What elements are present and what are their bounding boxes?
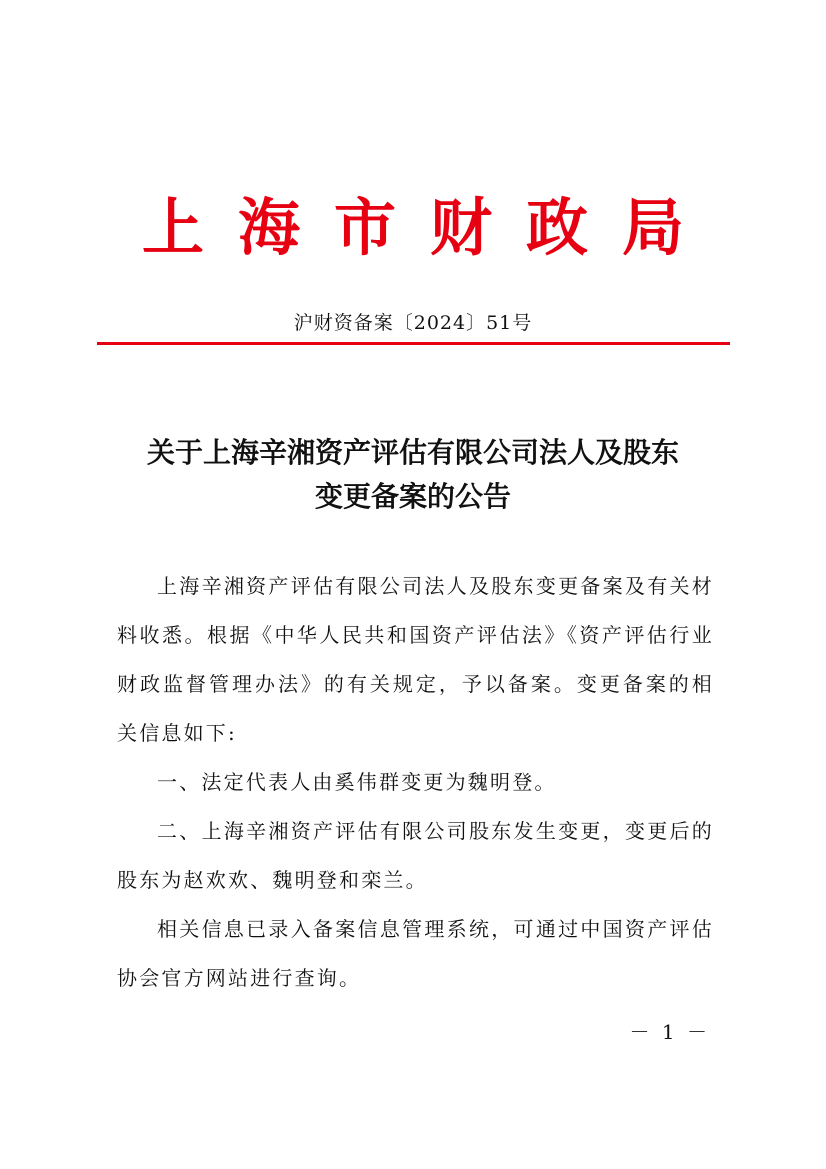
page-number: － 1 －: [629, 1020, 710, 1044]
body-paragraph-item-2: 二、上海辛湘资产评估有限公司股东发生变更，变更后的股东为赵欢欢、魏明登和栾兰。: [117, 819, 714, 892]
agency-masthead: 上海市财政局: [141, 191, 718, 264]
title-line-1: 关于上海辛湘资产评估有限公司法人及股东: [146, 436, 679, 469]
announcement-title: [100, 431, 726, 519]
title-line-2: 变更备案的公告: [314, 480, 511, 513]
red-divider-line: [97, 342, 730, 345]
body-paragraph-item-1: 一、法定代表人由奚伟群变更为魏明登。: [157, 770, 557, 794]
body-paragraph-intro: 上海辛湘资产评估有限公司法人及股东变更备案及有关材料收悉。根据《中华人民共和国资产评估法》《资产评估行业财政监督管理办法》的有关规定，予以备案。变更备案的相关信息如下:: [117, 574, 714, 745]
body-paragraph-closing: 相关信息已录入备案信息管理系统，可通过中国资产评估协会官方网站进行查询。: [117, 917, 714, 990]
document-number: 沪财资备案〔2024〕51号: [293, 312, 533, 334]
announcement-body: [117, 562, 714, 1003]
